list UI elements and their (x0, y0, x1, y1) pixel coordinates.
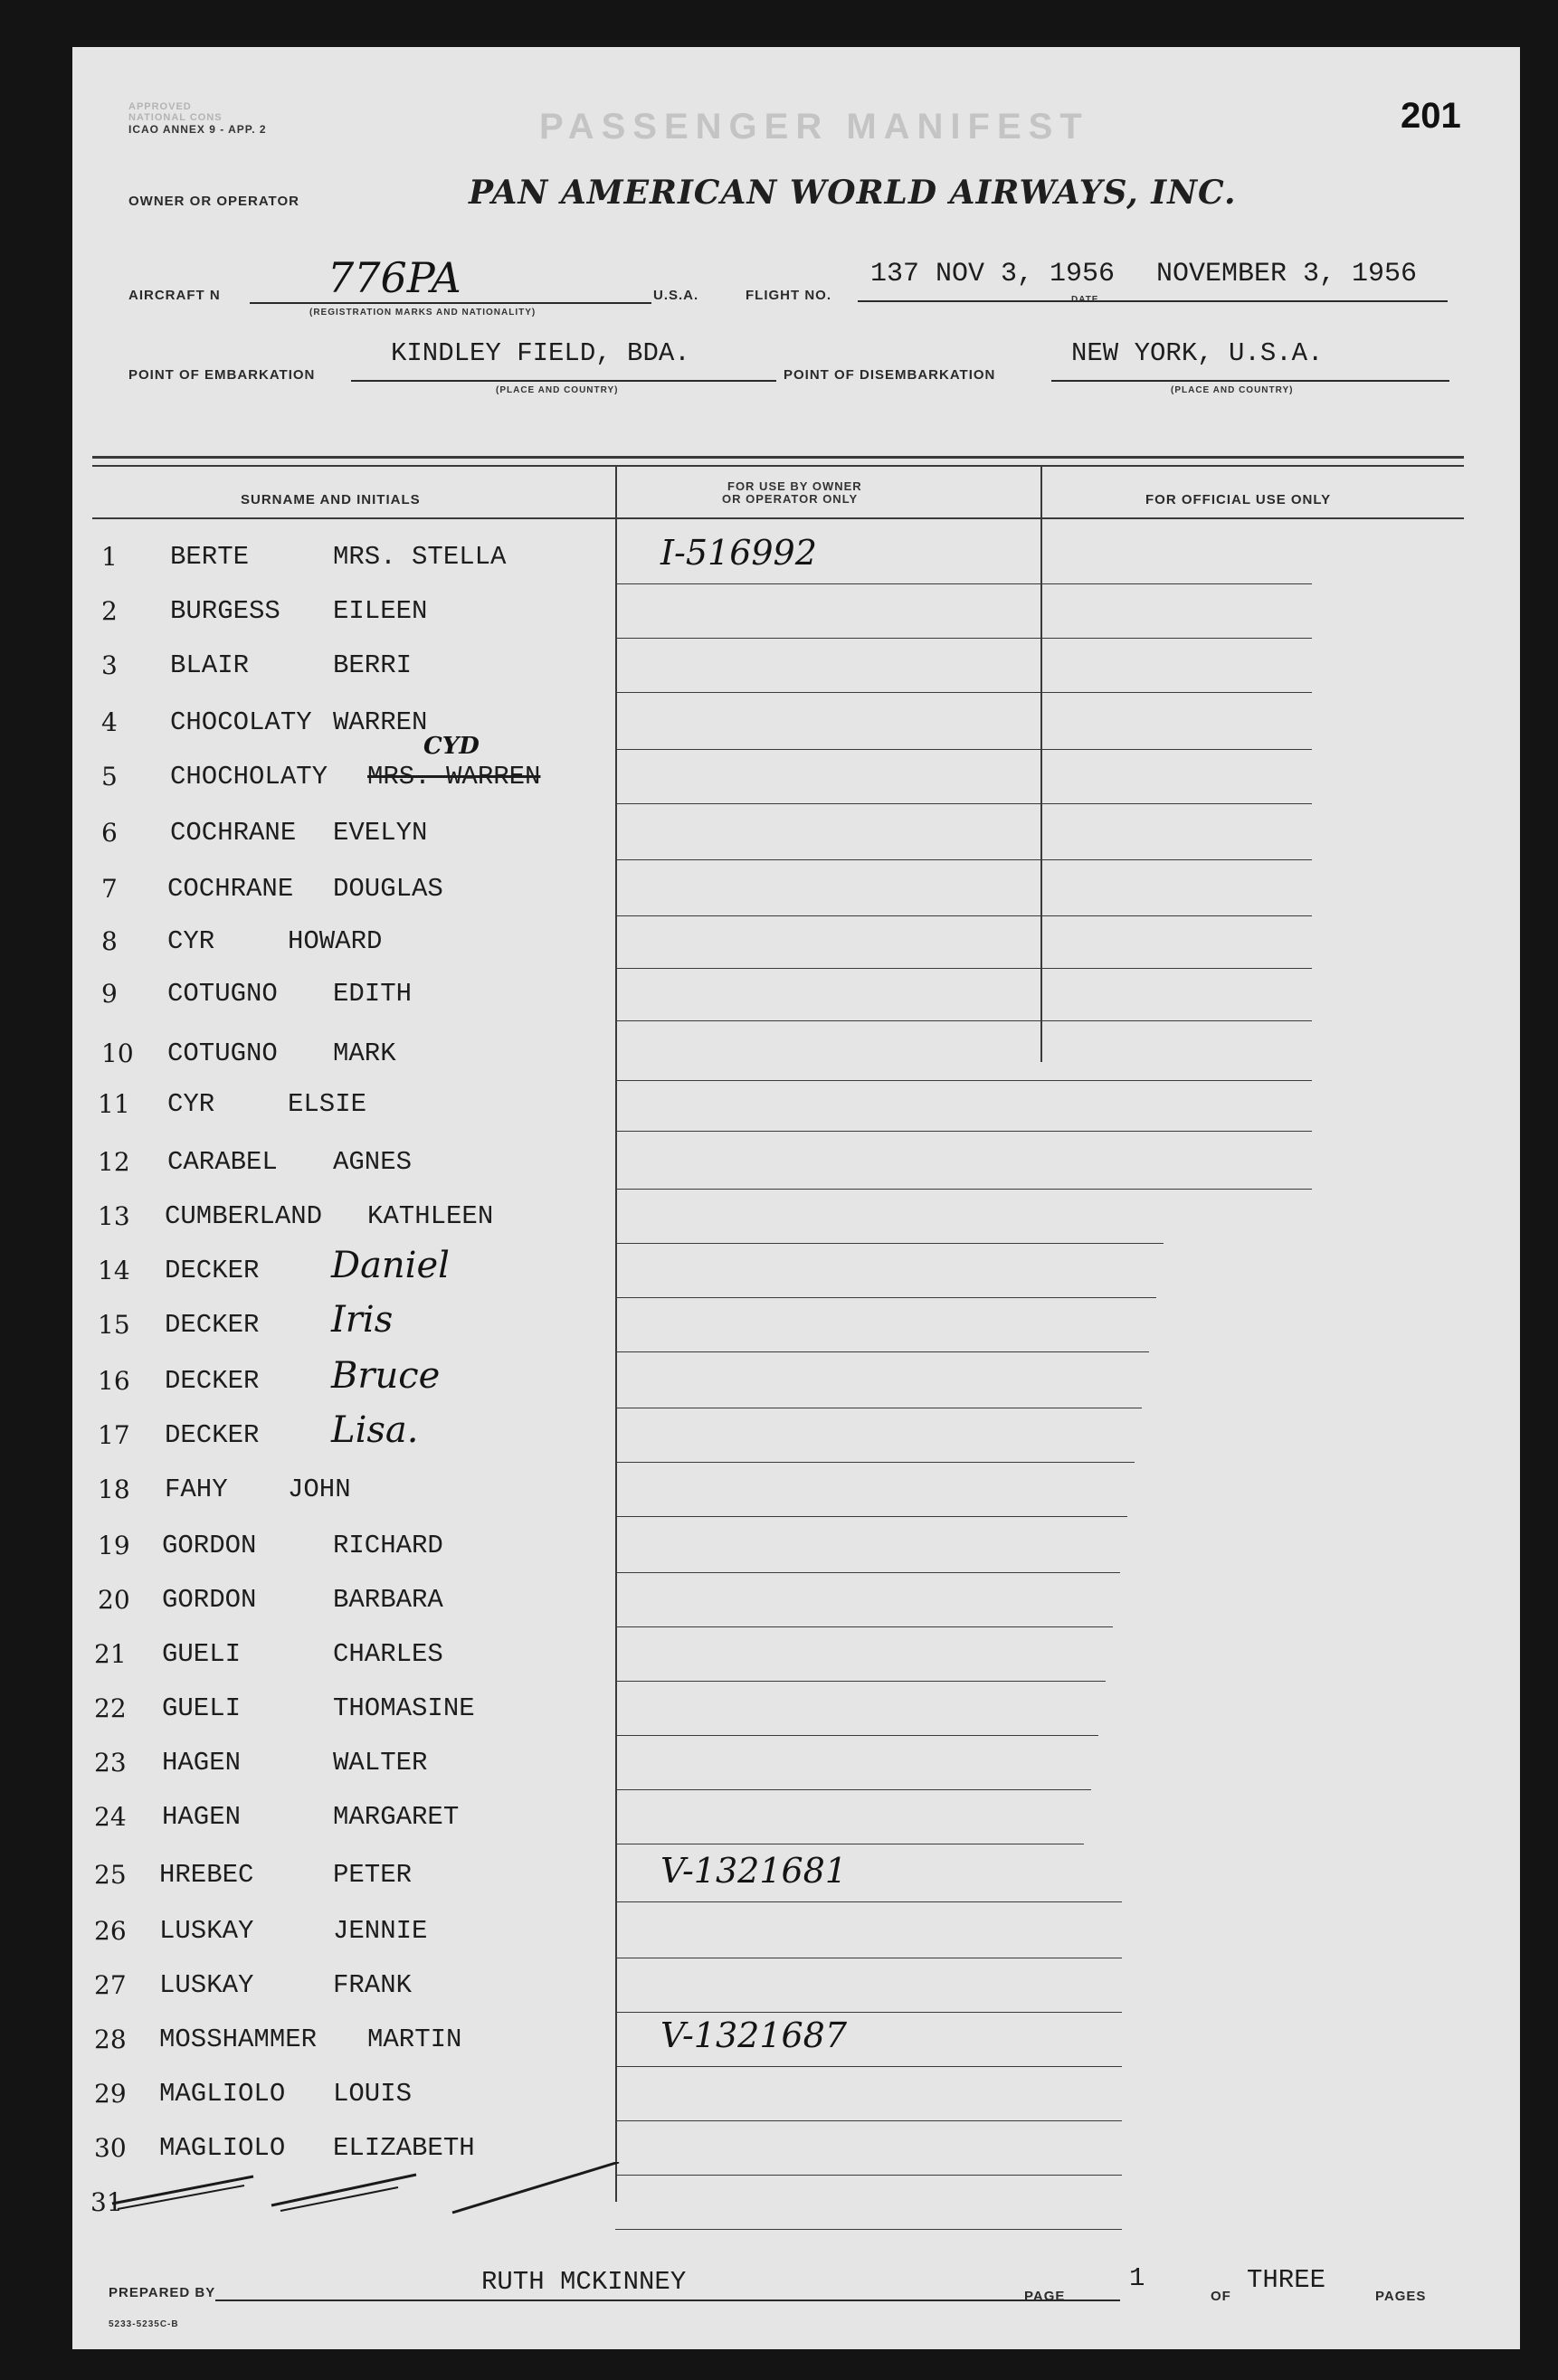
table-row (72, 1628, 1520, 1683)
passenger-surname: GORDON (162, 1585, 257, 1615)
row-rule (615, 1681, 1106, 1682)
row-rule (615, 749, 1312, 750)
row-rule (615, 1901, 1122, 1902)
passenger-surname: GORDON (162, 1531, 257, 1560)
passenger-given-name: RICHARD (333, 1531, 443, 1560)
passenger-surname: FAHY (165, 1474, 228, 1504)
col-header-owner-2: OR OPERATOR ONLY (722, 492, 859, 506)
table-row (72, 1136, 1520, 1190)
table-row (72, 968, 1520, 1022)
row-number: 22 (94, 1693, 127, 1723)
row-rule (615, 2229, 1122, 2230)
passenger-given-name: WALTER (333, 1748, 428, 1778)
row-rule (615, 583, 1312, 584)
disembark-value: NEW YORK, U.S.A. (1071, 338, 1324, 368)
col-header-surname: SURNAME AND INITIALS (241, 492, 421, 507)
passenger-given-name: PETER (333, 1860, 413, 1890)
embark-label: POINT OF EMBARKATION (128, 367, 316, 383)
page-value: 1 (1129, 2263, 1145, 2293)
row-number: 26 (94, 1916, 127, 1946)
row-number: 14 (98, 1256, 130, 1285)
row-number: 23 (94, 1748, 127, 1778)
flight-value: 137 NOV 3, 1956 (870, 259, 1116, 289)
passenger-surname: HAGEN (162, 1802, 242, 1832)
table-row (72, 1959, 1520, 2014)
passenger-given-name: CHARLES (333, 1639, 443, 1669)
passenger-given-name: EVELYN (333, 818, 428, 848)
owner-label: OWNER OR OPERATOR (128, 194, 299, 209)
prepared-value: RUTH MCKINNEY (481, 2267, 687, 2297)
table-row (72, 1791, 1520, 1845)
passenger-given-name: ELIZABETH (333, 2133, 475, 2163)
manifest-sheet (72, 47, 1520, 2349)
passenger-surname: DECKER (165, 1366, 260, 1396)
passenger-given-name: THOMASINE (333, 1693, 475, 1723)
passenger-given-name: FRANK (333, 1970, 413, 2000)
passenger-surname: DECKER (165, 1310, 260, 1340)
passenger-given-name: Lisa. (331, 1409, 419, 1451)
owner-reference-number: I-516992 (660, 533, 817, 573)
passenger-given-name: BARBARA (333, 1585, 443, 1615)
row-rule (615, 1351, 1149, 1352)
form-title: PASSENGER MANIFEST (539, 107, 1089, 147)
row-number: 24 (94, 1802, 127, 1832)
row-rule (615, 1131, 1312, 1132)
passenger-surname: CHOCOLATY (170, 707, 312, 737)
handwritten-correction: CYD (423, 733, 480, 760)
passenger-surname: COTUGNO (167, 1038, 278, 1068)
row-rule (615, 2066, 1122, 2067)
row-number: 10 (101, 1038, 134, 1068)
row-rule (615, 2120, 1122, 2121)
row-number: 8 (101, 926, 118, 956)
owner-value: PAN AMERICAN WORLD AIRWAYS, INC. (469, 174, 1237, 212)
table-row (72, 1299, 1520, 1353)
row-rule (615, 1189, 1312, 1190)
disembark-label: POINT OF DISEMBARKATION (784, 367, 996, 383)
row-rule (615, 1297, 1156, 1298)
embark-value: KINDLEY FIELD, BDA. (391, 338, 690, 368)
row-number: 13 (98, 1201, 130, 1231)
passenger-surname: MAGLIOLO (159, 2079, 286, 2109)
passenger-given-name: AGNES (333, 1147, 413, 1177)
row-number: 5 (101, 762, 118, 792)
header-bottom-rule (92, 517, 1464, 519)
prepared-underline (215, 2299, 1120, 2301)
row-rule (615, 859, 1312, 860)
of-label: OF (1211, 2289, 1231, 2304)
passenger-given-name: LOUIS (333, 2079, 413, 2109)
row-number: 9 (101, 979, 118, 1009)
approved-stamp-line-1: APPROVED (128, 101, 192, 112)
country-label: U.S.A. (653, 288, 699, 303)
row-number: 20 (98, 1585, 130, 1615)
row-rule (615, 803, 1312, 804)
passenger-given-name: WARREN (333, 707, 428, 737)
table-row (72, 1849, 1520, 1903)
passenger-given-name: EDITH (333, 979, 413, 1009)
row-number: 25 (94, 1860, 127, 1890)
row-number: 6 (101, 818, 118, 848)
table-top-rule (92, 456, 1464, 459)
aircraft-label: AIRCRAFT N (128, 288, 221, 303)
row-number: 27 (94, 1970, 127, 2000)
passenger-surname: CUMBERLAND (165, 1201, 323, 1231)
table-row (72, 863, 1520, 917)
approved-stamp-line-3: ICAO ANNEX 9 - APP. 2 (128, 123, 267, 136)
approved-stamp-line-2: NATIONAL CONS (128, 112, 223, 123)
passenger-surname: DECKER (165, 1420, 260, 1450)
table-row (72, 733, 1520, 805)
passenger-surname: HREBEC (159, 1860, 254, 1890)
flight-label: FLIGHT NO. (746, 288, 831, 303)
form-number: 5233-5235C-B (109, 2319, 179, 2329)
row-rule (615, 1626, 1113, 1627)
aircraft-sublabel: (REGISTRATION MARKS AND NATIONALITY) (309, 308, 537, 318)
passenger-given-name: DOUGLAS (333, 874, 443, 904)
row-rule (615, 1572, 1120, 1573)
passenger-surname: MAGLIOLO (159, 2133, 286, 2163)
table-row (72, 1520, 1520, 1574)
row-number: 18 (98, 1474, 130, 1504)
passenger-surname: LUSKAY (159, 1970, 254, 2000)
passenger-surname: CARABEL (167, 1147, 278, 1177)
passenger-surname: GUELI (162, 1639, 242, 1669)
pages-label: PAGES (1375, 2289, 1427, 2304)
table-row (72, 2014, 1520, 2068)
passenger-given-name: MARK (333, 1038, 396, 1068)
passenger-surname: BERTE (170, 542, 250, 572)
passenger-given-name: KATHLEEN (367, 1201, 494, 1231)
row-rule (615, 638, 1312, 639)
table-row (72, 1905, 1520, 1959)
passenger-given-name: JENNIE (333, 1916, 428, 1946)
table-row (72, 1464, 1520, 1518)
page-label: PAGE (1024, 2289, 1066, 2304)
table-row (72, 640, 1520, 694)
passenger-surname: DECKER (165, 1256, 260, 1285)
embark-sublabel: (PLACE AND COUNTRY) (496, 385, 619, 395)
of-value: THREE (1247, 2265, 1326, 2295)
prepared-label: PREPARED BY (109, 2285, 216, 2300)
passenger-given-name: MARTIN (367, 2024, 462, 2054)
passenger-given-name: Iris (331, 1299, 394, 1341)
table-row (72, 807, 1520, 861)
row-number: 28 (94, 2024, 127, 2054)
table-row (72, 915, 1520, 970)
aircraft-value: 776PA (328, 253, 461, 302)
table-row (72, 1574, 1520, 1628)
passenger-surname: COTUGNO (167, 979, 278, 1009)
table-row (72, 531, 1520, 585)
table-row (72, 585, 1520, 640)
row-rule (615, 1516, 1127, 1517)
passenger-surname: CYR (167, 1089, 215, 1119)
row-rule (615, 1735, 1098, 1736)
passenger-surname: CHOCHOLATY (170, 762, 328, 792)
row-number: 21 (94, 1639, 127, 1669)
table-row (72, 1737, 1520, 1791)
passenger-given-name: Daniel (331, 1245, 450, 1286)
passenger-surname: BLAIR (170, 650, 250, 680)
passenger-given-name: Bruce (331, 1355, 441, 1397)
row-rule (615, 1462, 1135, 1463)
passenger-surname: MOSSHAMMER (159, 2024, 318, 2054)
row-number: 15 (98, 1310, 130, 1340)
table-row (72, 1028, 1520, 1082)
passenger-given-name: ELSIE (288, 1089, 367, 1119)
passenger-given-name: MARGARET (333, 1802, 460, 1832)
row-31-strikeout (109, 2162, 651, 2222)
row-number: 7 (101, 874, 118, 904)
row-rule (615, 1789, 1091, 1790)
aircraft-underline (250, 302, 651, 304)
row-number: 11 (98, 1089, 130, 1119)
passenger-surname: GUELI (162, 1693, 242, 1723)
date-value: NOVEMBER 3, 1956 (1156, 259, 1418, 289)
row-number: 12 (98, 1147, 130, 1177)
table-row (72, 1078, 1520, 1133)
passenger-surname: COCHRANE (167, 874, 294, 904)
disembark-underline (1051, 380, 1449, 382)
passenger-surname: BURGESS (170, 596, 280, 626)
row-number: 31 (90, 2187, 123, 2217)
table-row (72, 1683, 1520, 1737)
row-number: 4 (101, 707, 118, 737)
col-header-official: FOR OFFICIAL USE ONLY (1145, 492, 1332, 507)
row-number: 3 (101, 650, 118, 680)
row-number: 1 (101, 542, 118, 572)
row-rule (615, 2175, 1122, 2176)
passenger-given-name: MRS. WARREN (367, 762, 541, 792)
row-rule (615, 692, 1312, 693)
passenger-given-name: JOHN (288, 1474, 351, 1504)
owner-reference-number: V-1321681 (660, 1851, 848, 1891)
disembark-sublabel: (PLACE AND COUNTRY) (1171, 385, 1294, 395)
row-number: 19 (98, 1531, 130, 1560)
owner-reference-number: V-1321687 (660, 2015, 848, 2055)
table-row (72, 1245, 1520, 1299)
table-row (72, 1355, 1520, 1409)
page-number-stamp: 201 (1401, 96, 1461, 136)
row-number: 29 (94, 2079, 127, 2109)
row-number: 30 (94, 2133, 127, 2163)
table-top-rule-2 (92, 465, 1464, 467)
row-number: 16 (98, 1366, 130, 1396)
col-header-owner-1: FOR USE BY OWNER (727, 479, 862, 493)
passenger-given-name: MRS. STELLA (333, 542, 507, 572)
row-rule (615, 1243, 1164, 1244)
table-row (72, 1190, 1520, 1245)
embark-underline (351, 380, 776, 382)
passenger-surname: LUSKAY (159, 1916, 254, 1946)
passenger-given-name: BERRI (333, 650, 413, 680)
passenger-surname: HAGEN (162, 1748, 242, 1778)
flight-underline (858, 300, 1448, 302)
row-rule (615, 1020, 1312, 1021)
row-number: 2 (101, 596, 118, 626)
table-row (72, 1409, 1520, 1464)
table-row (72, 697, 1520, 751)
passenger-given-name: HOWARD (288, 926, 383, 956)
passenger-given-name: EILEEN (333, 596, 428, 626)
row-number: 17 (98, 1420, 130, 1450)
passenger-surname: CYR (167, 926, 215, 956)
passenger-surname: COCHRANE (170, 818, 297, 848)
table-row (72, 2068, 1520, 2122)
row-rule (615, 2012, 1122, 2013)
